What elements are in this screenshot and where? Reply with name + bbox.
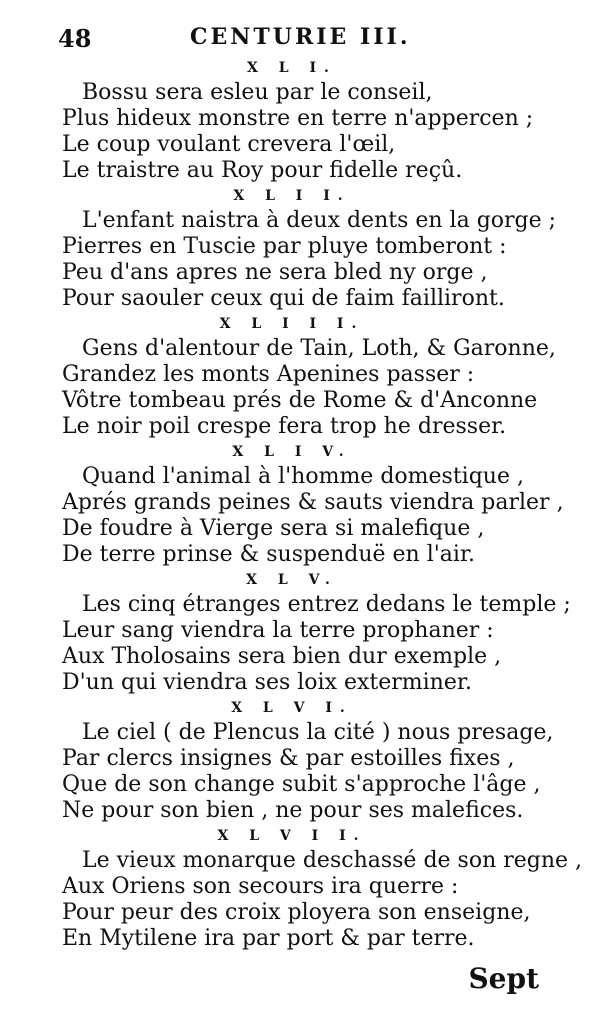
verse-line: Grandez les monts Apenines passer : [62, 362, 475, 387]
quatrain [62, 56, 542, 184]
verse-line: Que de son change subit s'approche l'âge , [62, 772, 541, 797]
quatrain-number: X L I V. [232, 444, 352, 460]
quatrain [62, 440, 564, 568]
verse-line: Peu d'ans apres ne sera bled ny orge , [62, 260, 488, 285]
verse-line: Vôtre tombeau prés de Rome & d'Anconne [62, 388, 538, 413]
verse-line: Aux Oriens son secours ira querre : [62, 874, 459, 899]
quatrain-number: X L V I. [231, 700, 353, 716]
catchword: Sept [468, 962, 539, 995]
verse-line: Quand l'animal à l'homme domestique , [82, 464, 524, 489]
verse-line: Bossu sera esleu par le conseil, [82, 80, 433, 105]
quatrain-number: X L V I I. [217, 828, 367, 844]
quatrain [62, 184, 557, 312]
verse-line: Le coup voulant crevera l'œil, [62, 132, 396, 157]
quatrain-number: X L V. [246, 572, 338, 588]
page-header [58, 24, 468, 54]
page-number: 48 [58, 24, 92, 53]
verse-line: De foudre à Vierge sera si malefique , [62, 516, 485, 541]
quatrain-list [62, 56, 583, 952]
quatrain-number: X L I. [247, 60, 337, 76]
quatrain [62, 312, 556, 440]
verse-line: Pierres en Tuscie par pluye tomberont : [62, 234, 507, 259]
verse-line: Le noir poil crespe fera trop he dresser. [62, 414, 507, 439]
verse-line: De terre prinse & suspenduë en l'air. [62, 542, 476, 567]
verse-line: Plus hideux monstre en terre n'appercen ; [62, 106, 534, 131]
verse-line: Le ciel ( de Plencus la cité ) nous presage, [82, 720, 554, 745]
verse-line: Aux Tholosains sera bien dur exemple , [62, 644, 502, 669]
verse-line: L'enfant naistra à deux dents en la gorge ; [82, 208, 557, 233]
verse-line: Leur sang viendra la terre prophaner : [62, 618, 494, 643]
verse-line: Pour peur des croix ployera son enseigne, [62, 900, 531, 925]
quatrain [62, 696, 554, 824]
verse-line: Le vieux monarque deschassé de son regne , [82, 848, 583, 873]
verse-line: Ne pour son bien , ne pour ses malefices. [62, 798, 524, 823]
verse-line: Par clercs insignes & par estoilles fixes , [62, 746, 515, 771]
verse-line: Pour saouler ceux qui de faim failliront. [62, 286, 505, 311]
quatrain-number: X L I I. [233, 188, 351, 204]
verse-line: Les cinq étranges entrez dedans le temple ; [82, 592, 571, 617]
verse-line: Gens d'alentour de Tain, Loth, & Garonne, [82, 336, 556, 361]
quatrain [62, 568, 571, 696]
verse-line: Le traistre au Roy pour fidelle reçû. [62, 158, 463, 183]
quatrain-number: X L I I I. [219, 316, 365, 332]
verse-line: D'un qui viendra ses loix exterminer. [62, 670, 472, 695]
running-title: CENTURIE III. [190, 24, 411, 50]
quatrain [62, 824, 583, 952]
verse-line: En Mytilene ira par port & par terre. [62, 926, 475, 951]
verse-line: Aprés grands peines & sauts viendra parler , [62, 490, 564, 515]
